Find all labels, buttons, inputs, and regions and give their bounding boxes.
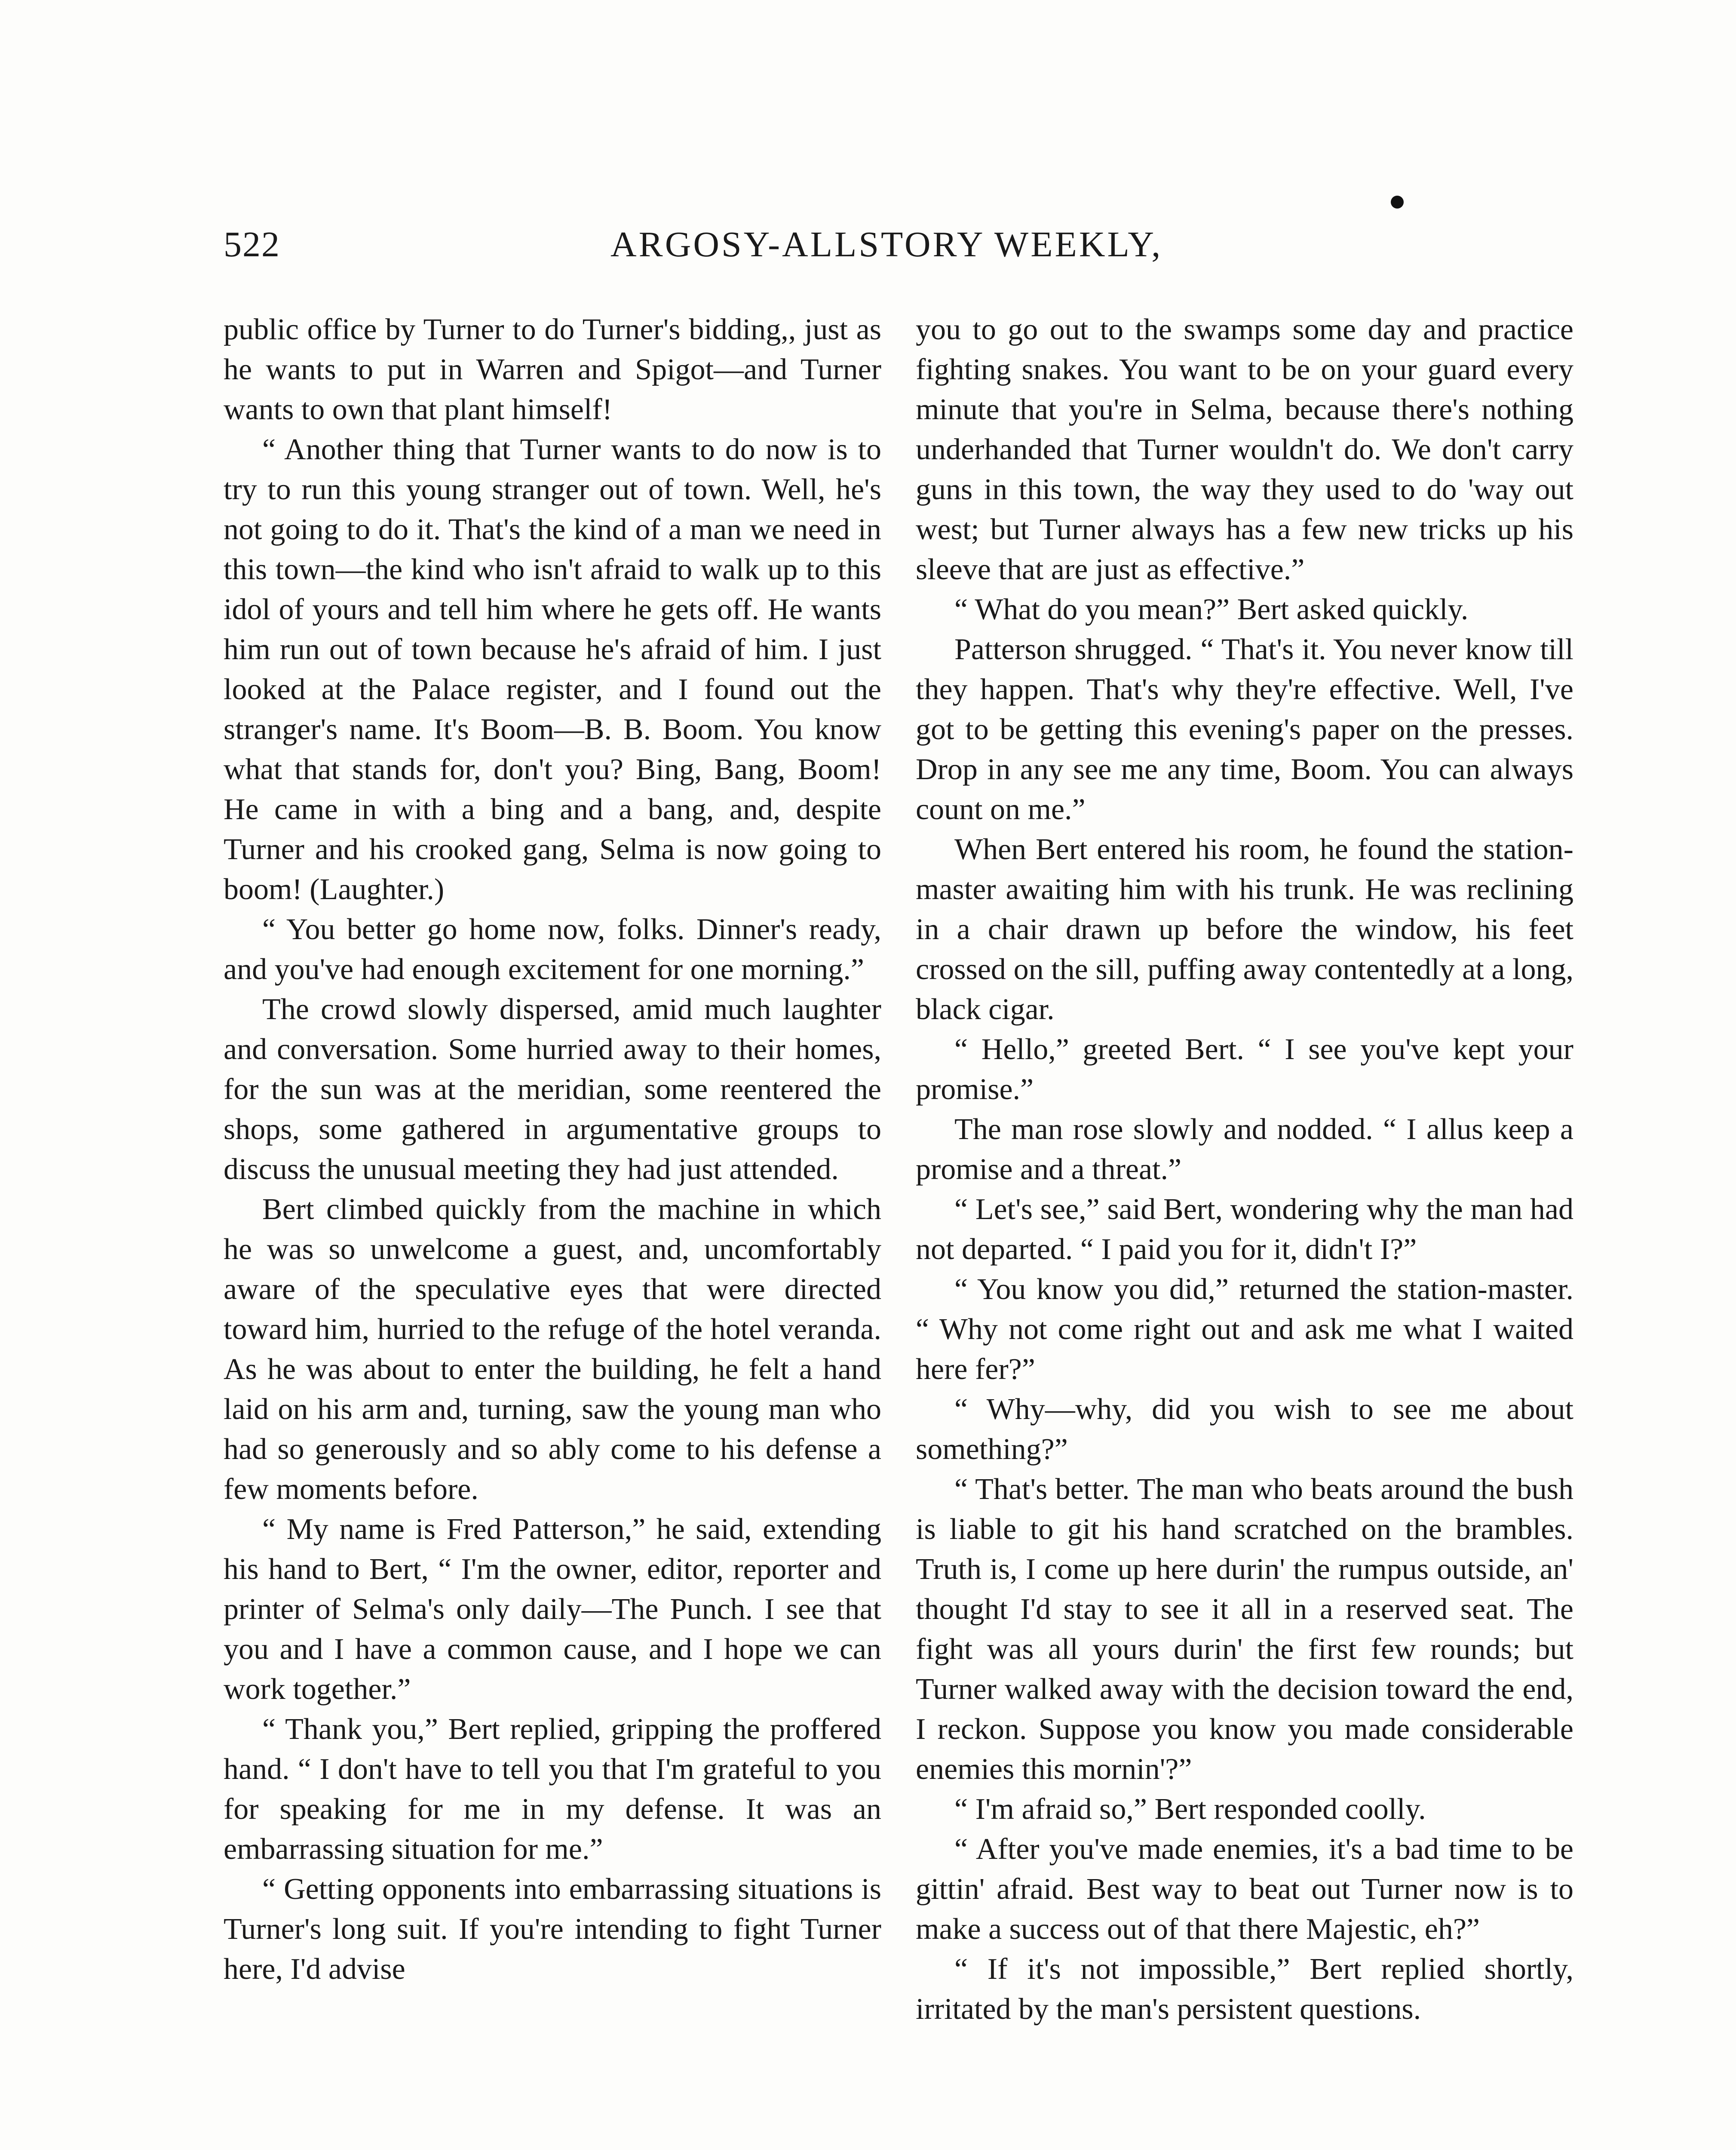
right-column-paragraph: “ I'm afraid so,” Bert responded coolly.	[954, 1793, 1426, 1826]
left-column-paragraph: “ Getting opponents into embarrassing situations is Turner's long suit. If you're intending to fight Turner here, I'd advise	[224, 1873, 881, 1986]
right-column-paragraph: you to go out to the swamps some day and practice fighting snakes. You want to be on your guard every minute that you're in Selma, because there's nothing underhanded that Turner wouldn't do. We don't carry guns in this town, the way they used to do 'way out west; but Turner always has a few new tricks up his sleeve that are just as effective.”	[916, 313, 1573, 586]
left-column-paragraph: Bert climbed quickly from the machine in which he was so unwelcome a guest, and, uncomfortably aware of the speculative eyes that were directed toward him, hurried to the refuge of the hotel veranda. As he was about to enter the building, he felt a hand laid on his arm and, turning, saw the young man who had so generously and so ably come to his defense a few moments before.	[224, 1193, 881, 1506]
right-text-column	[916, 310, 1573, 2029]
right-column-paragraph: “ If it's not impossible,” Bert replied shortly, irritated by the man's persistent questions.	[916, 1953, 1573, 2026]
page-number: 522	[224, 224, 280, 264]
left-column-paragraph: “ Another thing that Turner wants to do now is to try to run this young stranger out of town. Well, he's not going to do it. That's the kind of a man we need in this town—the kind who isn't afraid to walk up to this idol of yours and tell him where he gets off. He wants him run out of town because he's afraid of him. I just looked at the Palace register, and I found out the stranger's name. It's Boom—B. B. Boom. You know what that stands for, don't you? Bing, Bang, Boom! He came in with a bing and a bang, and, despite Turner and his crooked gang, Selma is now going to boom! (Laughter.)	[224, 433, 881, 906]
left-column-paragraph: “ Thank you,” Bert replied, gripping the proffered hand. “ I don't have to tell you that I'm grateful to you for speaking for me in my defense. It was an embarrassing situation for me.”	[224, 1713, 881, 1866]
right-column-paragraph: “ You know you did,” returned the station-master. “ Why not come right out and ask me what I waited here fer?”	[916, 1273, 1573, 1386]
right-column-paragraph: The man rose slowly and nodded. “ I allus keep a promise and a threat.”	[916, 1113, 1573, 1186]
left-column-paragraph: public office by Turner to do Turner's bidding,, just as he wants to put in Warren and Spigot—and Turner wants to own that plant himself!	[224, 313, 881, 426]
ink-dot	[1391, 196, 1404, 209]
right-column-paragraph: When Bert entered his room, he found the station-master awaiting him with his trunk. He was reclining in a chair drawn up before the window, his feet crossed on the sill, puffing away contentedly at a long, black cigar.	[916, 833, 1573, 1026]
running-header-title: ARGOSY-ALLSTORY WEEKLY,	[610, 224, 1163, 264]
right-column-paragraph: Patterson shrugged. “ That's it. You never know till they happen. That's why they're effective. Well, I've got to be getting this evening's paper on the presses. Drop in any see me any time, Boom. You can always count on me.”	[916, 633, 1573, 826]
right-column-paragraph: “ Hello,” greeted Bert. “ I see you've kept your promise.”	[916, 1033, 1573, 1106]
left-column-paragraph: The crowd slowly dispersed, amid much laughter and conversation. Some hurried away to their homes, for the sun was at the meridian, some reentered the shops, some gathered in argumentative groups to discuss the unusual meeting they had just attended.	[224, 993, 881, 1186]
left-column-paragraph: “ You better go home now, folks. Dinner's ready, and you've had enough excitement for one morning.”	[224, 913, 881, 986]
right-column-paragraph: “ Why—why, did you wish to see me about something?”	[916, 1393, 1573, 1466]
right-column-paragraph: “ That's better. The man who beats around the bush is liable to git his hand scratched on the brambles. Truth is, I come up here durin' the rumpus outside, an' thought I'd stay to see it all in a reserved seat. The fight was all yours durin' the first few rounds; but Turner walked away with the decision toward the end, I reckon. Suppose you know you made considerable enemies this mornin'?”	[916, 1473, 1573, 1786]
right-column-paragraph: “ After you've made enemies, it's a bad time to be gittin' afraid. Best way to beat out Turner now is to make a success out of that there Majestic, eh?”	[916, 1833, 1573, 1946]
left-column-paragraph: “ My name is Fred Patterson,” he said, extending his hand to Bert, “ I'm the owner, editor, reporter and printer of Selma's only daily—The Punch. I see that you and I have a common cause, and I hope we can work together.”	[224, 1513, 881, 1706]
right-column-paragraph: “ What do you mean?” Bert asked quickly.	[954, 593, 1469, 626]
right-column-paragraph: “ Let's see,” said Bert, wondering why the man had not departed. “ I paid you for it, didn't I?”	[916, 1193, 1573, 1266]
left-text-column	[224, 310, 881, 1989]
